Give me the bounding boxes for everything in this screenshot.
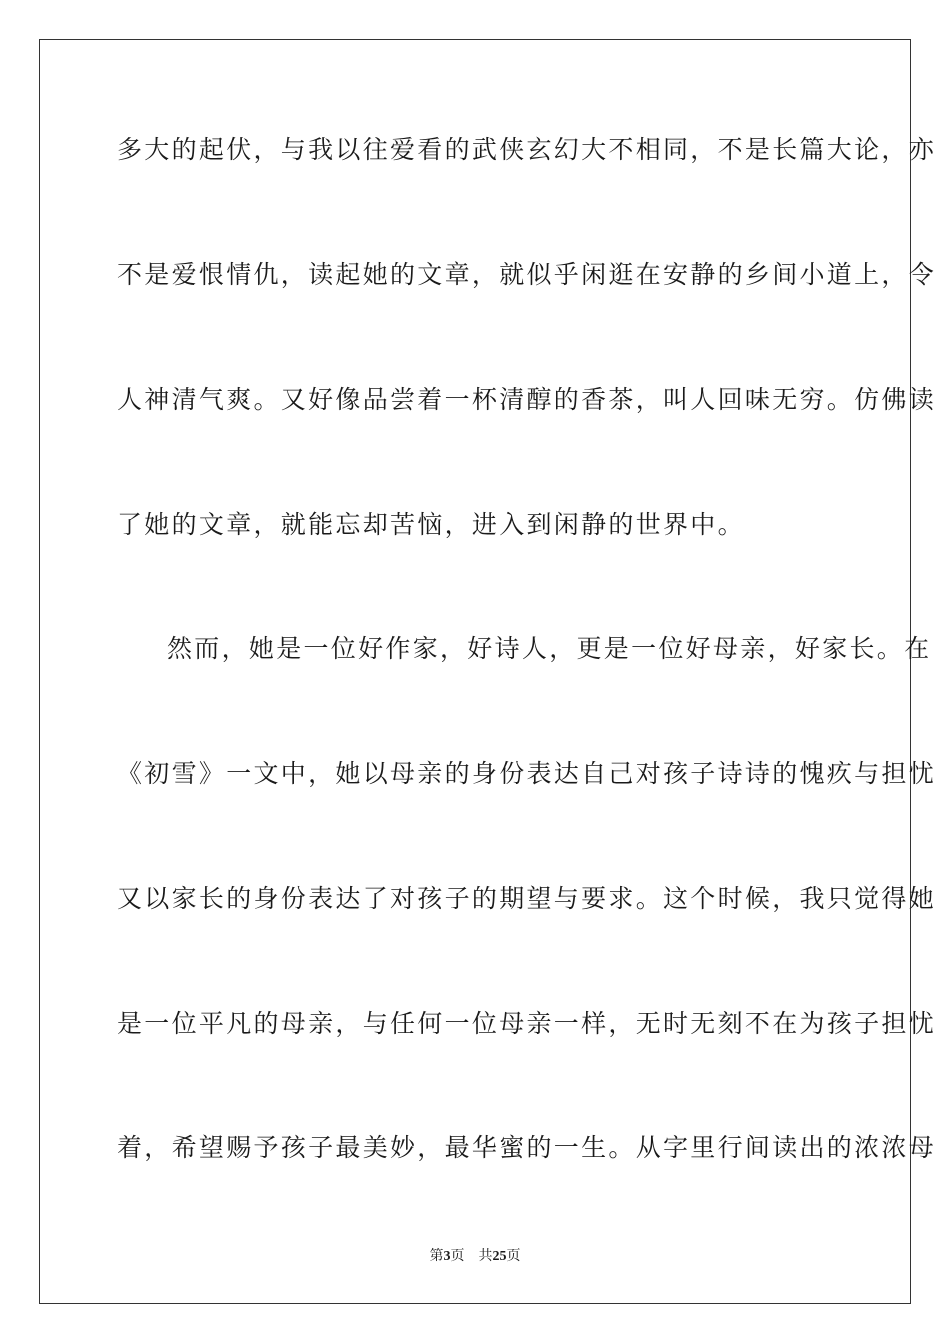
footer-page-number: 3	[443, 1249, 451, 1264]
footer-page-suffix: 页	[450, 1248, 465, 1264]
body-line-1: 多大的起伏，与我以往爱看的武侠玄幻大不相同，不是长篇大论，亦	[117, 135, 937, 164]
body-line-7: 又以家长的身份表达了对孩子的期望与要求。这个时候，我只觉得她	[117, 884, 937, 913]
body-line-2: 不是爱恨情仇，读起她的文章，就似乎闲逛在安静的乡间小道上，令	[117, 260, 937, 289]
body-line-4: 了她的文章，就能忘却苦恼，进入到闲静的世界中。	[117, 510, 745, 539]
body-line-6: 《初雪》一文中，她以母亲的身份表达自己对孩子诗诗的愧疚与担忧	[117, 759, 937, 788]
footer-prefix: 第	[429, 1248, 444, 1264]
page-border	[39, 39, 937, 1304]
body-line-3: 人神清气爽。又好像品尝着一杯清醇的香茶，叫人回味无穷。仿佛读	[117, 385, 937, 414]
body-line-8: 是一位平凡的母亲，与任何一位母亲一样，无时无刻不在为孩子担忧	[117, 1009, 937, 1038]
body-line-9: 着，希望赐予孩子最美妙，最华蜜的一生。从字里行间读出的浓浓母	[117, 1133, 937, 1162]
page-footer	[0, 1246, 950, 1267]
body-line-5-paragraph-start: 然而，她是一位好作家，好诗人，更是一位好母亲，好家长。在	[167, 634, 932, 663]
footer-total-prefix: 共	[478, 1248, 493, 1264]
footer-total-suffix: 页	[506, 1248, 521, 1264]
footer-total-pages: 25	[492, 1249, 507, 1264]
